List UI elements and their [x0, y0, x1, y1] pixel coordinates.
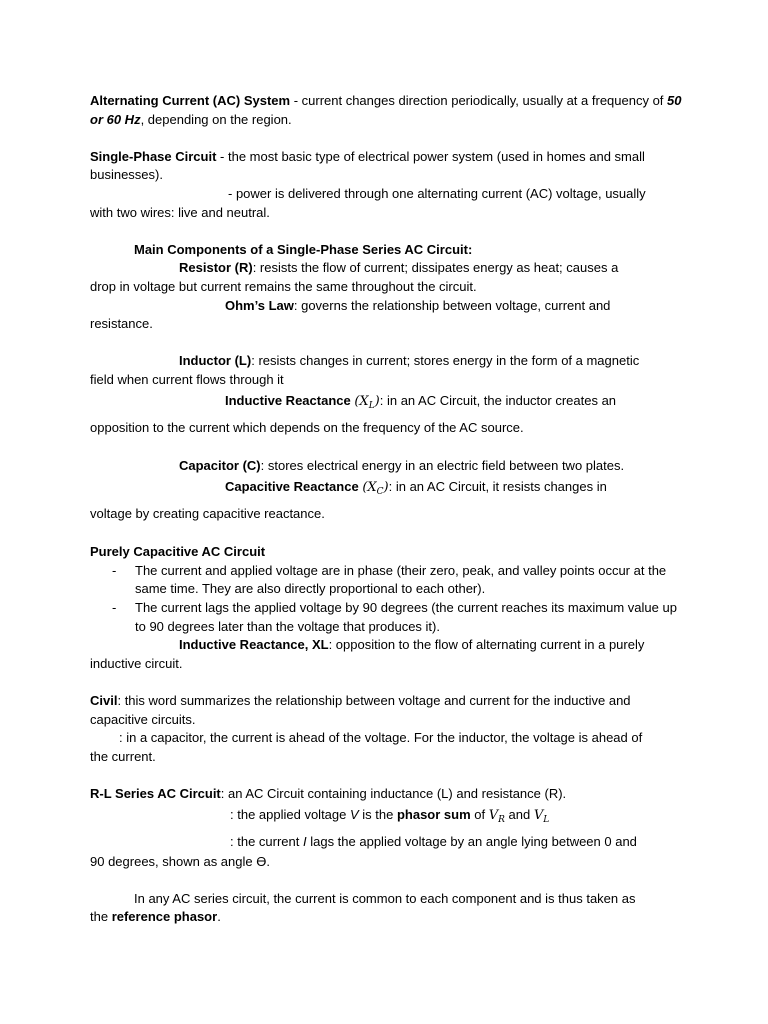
- single-phase-text1: - the most basic type of electrical power system (used in homes and small businesses).: [90, 148, 645, 183]
- document-body: [90, 92, 690, 927]
- civil-text2: : in a capacitor, the current is ahead of the voltage. For the inductor, the voltage is ahead of: [119, 730, 643, 746]
- components-heading: Main Components of a Single-Phase Series AC Circuit:: [134, 241, 473, 257]
- list-item: [90, 562, 690, 599]
- xl-text2: inductive circuit.: [90, 655, 183, 671]
- inductor-line: Inductor (L): resists changes in current; stores energy in the form of a magnetic: [179, 353, 640, 369]
- closing-line1: In any AC series circuit, the current is common to each component and is thus taken as: [134, 890, 636, 906]
- xc-symbol: $(X_C)$: [362, 479, 389, 497]
- ac-system-text-b: , depending on the region.: [140, 111, 292, 127]
- single-phase-term: Single-Phase Circuit: [90, 148, 217, 164]
- ac-frequency: 50 or 60 Hz: [90, 93, 682, 127]
- single-phase-text3: with two wires: live and neutral.: [90, 204, 270, 220]
- bullet-text-2: The current lags the applied voltage by 90 degrees (the current reaches its maximum value up to 90 degrees later than the voltage that produces it).: [135, 600, 677, 634]
- purely-capacitive-heading: Purely Capacitive AC Circuit: [90, 544, 266, 560]
- rl-lag-text2: 90 degrees, shown as angle ϴ.: [90, 853, 270, 869]
- bullet-dash: -: [112, 562, 117, 578]
- rl-lag-line: : the current I lags the applied voltage by an angle lying between 0 and: [230, 833, 637, 849]
- inductive-reactance-text2: opposition to the current which depends on the frequency of the AC source.: [90, 419, 524, 435]
- closing-line2: the reference phasor.: [90, 909, 221, 925]
- vr-symbol: $V_R$: [488, 807, 505, 825]
- ac-system-text-a: - current changes direction periodically, usually at a frequency of: [290, 93, 668, 108]
- ohms-law-line: Ohm’s Law: governs the relationship between voltage, current and: [225, 297, 611, 313]
- rl-series-term: R-L Series AC Circuit: [90, 786, 221, 801]
- reference-phasor-term: reference phasor: [111, 909, 218, 925]
- rl-series-paragraph: R-L Series AC Circuit: an AC Circuit containing inductance (L) and resistance (R).: [90, 786, 567, 801]
- list-item: [90, 599, 690, 636]
- bullet-text-1: The current and applied voltage are in phase (their zero, peak, and valley points occur at the same time. They are also directly proportional to each other).: [135, 562, 667, 597]
- xl-term: Inductive Reactance, XL: [179, 637, 329, 653]
- civil-term: Civil: [90, 693, 118, 709]
- capacitor-term: Capacitor (C): [179, 458, 261, 474]
- ohms-law-text2: resistance.: [90, 316, 153, 332]
- capacitive-reactance-term: Capacitive Reactance: [225, 478, 359, 494]
- single-phase-paragraph: [90, 148, 690, 185]
- inductor-term: Inductor (L): [179, 353, 252, 369]
- vl-symbol: $V_L$: [533, 807, 550, 825]
- resistor-text2: drop in voltage but current remains the same throughout the circuit.: [90, 278, 477, 294]
- inductive-reactance-line: Inductive Reactance $(X_L)$: in an AC Circuit, the inductor creates an: [225, 392, 617, 411]
- ac-system-term: Alternating Current (AC) System: [90, 93, 291, 108]
- phasor-sum-term: phasor sum: [396, 806, 471, 822]
- resistor-term: Resistor (R): [179, 260, 253, 276]
- inductor-text2: field when current flows through it: [90, 371, 284, 387]
- xl-symbol: $(X_L)$: [354, 393, 380, 411]
- xl-line: Inductive Reactance, XL: opposition to the flow of alternating current in a purely: [179, 637, 645, 653]
- capacitive-reactance-text2: voltage by creating capacitive reactance.: [90, 505, 325, 521]
- capacitive-reactance-line: Capacitive Reactance $(X_C)$: in an AC Circuit, it resists changes in: [225, 478, 607, 497]
- resistor-line: Resistor (R): resists the flow of current; dissipates energy as heat; causes a: [179, 260, 619, 276]
- rl-phasor-sum-line: : the applied voltage V is the phasor sum of $V_R$ and $V_L$: [230, 806, 550, 825]
- single-phase-text2: - power is delivered through one alternating current (AC) voltage, usually: [228, 185, 646, 201]
- civil-paragraph: Civil: this word summarizes the relationship between voltage and current for the inductive and capacitive circuits.: [90, 693, 631, 727]
- bullet-dash: -: [112, 600, 117, 616]
- capacitor-line: Capacitor (C): stores electrical energy in an electric field between two plates.: [179, 458, 625, 474]
- ohms-law-term: Ohm’s Law: [225, 297, 294, 313]
- inductive-reactance-term: Inductive Reactance: [225, 392, 351, 408]
- ac-system-paragraph: [90, 92, 690, 129]
- civil-text3: the current.: [90, 748, 156, 764]
